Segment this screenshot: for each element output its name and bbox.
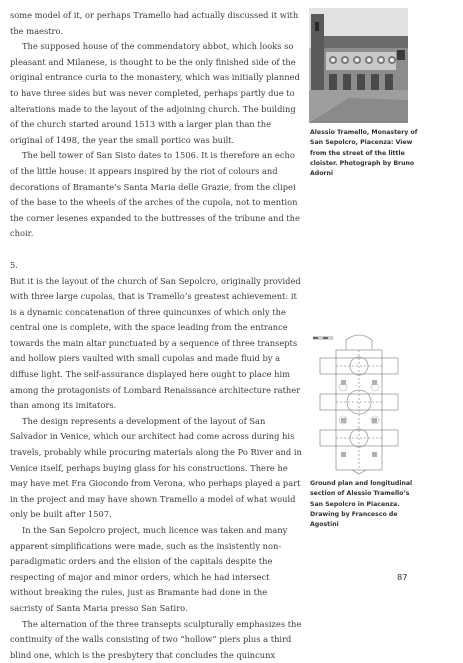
paragraph-5: The design represents a development of the layout of San Salvador in Venice, which our architect had come across during his travels, probably while procuring materials along the Po River and in Venice itself, perhaps buying glass for his constructions. There he may have met Fra Giocondo from Verona, who perhaps played a part in the project and may have shown Tramello a model of what would only be built after 1507.: [10, 415, 302, 520]
plan-caption: Ground plan and longitudinal section of Alessio Tramello’s San Sepolcro in Piacenza. Drawing by Francesco de Agostini: [310, 480, 413, 529]
ground-plan-drawing: [310, 332, 408, 476]
main-text-column: [10, 8, 302, 663]
paragraph-3: The bell tower of San Sisto dates to 1506. It is therefore an echo of the little house: it appears inspired by the riot of colours and decorations of Bramante’s Santa Maria delle Grazie, from the clipei of the base to the wheels of the arches of the cupola, not to mention the corner lesenes expanded to the buttresses of the tribune and the choir.: [10, 150, 300, 239]
paragraph-4: But it is the layout of the church of San Sepolcro, originally provided with three large cupolas, that is Tramello’s greatest achievement: it is a dynamic concatenation of three quincunxes of which only the central one is complete, with the space leading from the entrance towards the main altar punctuated by a sequence of three transepts and hollow piers vaulted with small cupolas and made fluid by a diffuse light. The self-assurance displayed here ought to place him among the protagonists of Lombard Renaissance architecture rather than among its imitators.: [10, 275, 301, 411]
paragraph-6: In the San Sepolcro project, much licence was taken and many apparent simplifications were made, such as the insistently non-paradigmatic orders and the elision of the capitals despite the respecting of major and minor orders, which he had intersect without breaking the rules, just as Bramante had done in the sacristy of Santa Maria presso San Satiro.: [10, 525, 288, 613]
paragraph-2: The supposed house of the commendatory abbot, which looks so pleasant and Milanese, is thought to be the only finished side of the original entrance curia to the monastery, which was initially planned to have three sides but was never completed, perhaps partly due to alterations made to the layout of the adjoining church. The building of the church started around 1513 with a larger plan than the original of 1498, the year the small portico was built.: [10, 41, 300, 145]
photo-caption: Alessio Tramello, Monastery of San Sepolcro, Piacenza: View from the street of the little cloister. Photograph by Bruno Adorni: [310, 129, 418, 178]
page-number: 87: [397, 572, 408, 582]
paragraph-7: The alternation of the three transepts sculpturally emphasizes the continuity of the walls consisting of two “hollow” piers plus a third blind one, which is the presbytery that concludes the quincunx: [10, 618, 302, 660]
paragraph-1: some model of it, or perhaps Tramello had actually discussed it with the maestro.: [10, 10, 299, 36]
monastery-photo: [309, 8, 408, 123]
section-number: 5.: [10, 259, 18, 270]
